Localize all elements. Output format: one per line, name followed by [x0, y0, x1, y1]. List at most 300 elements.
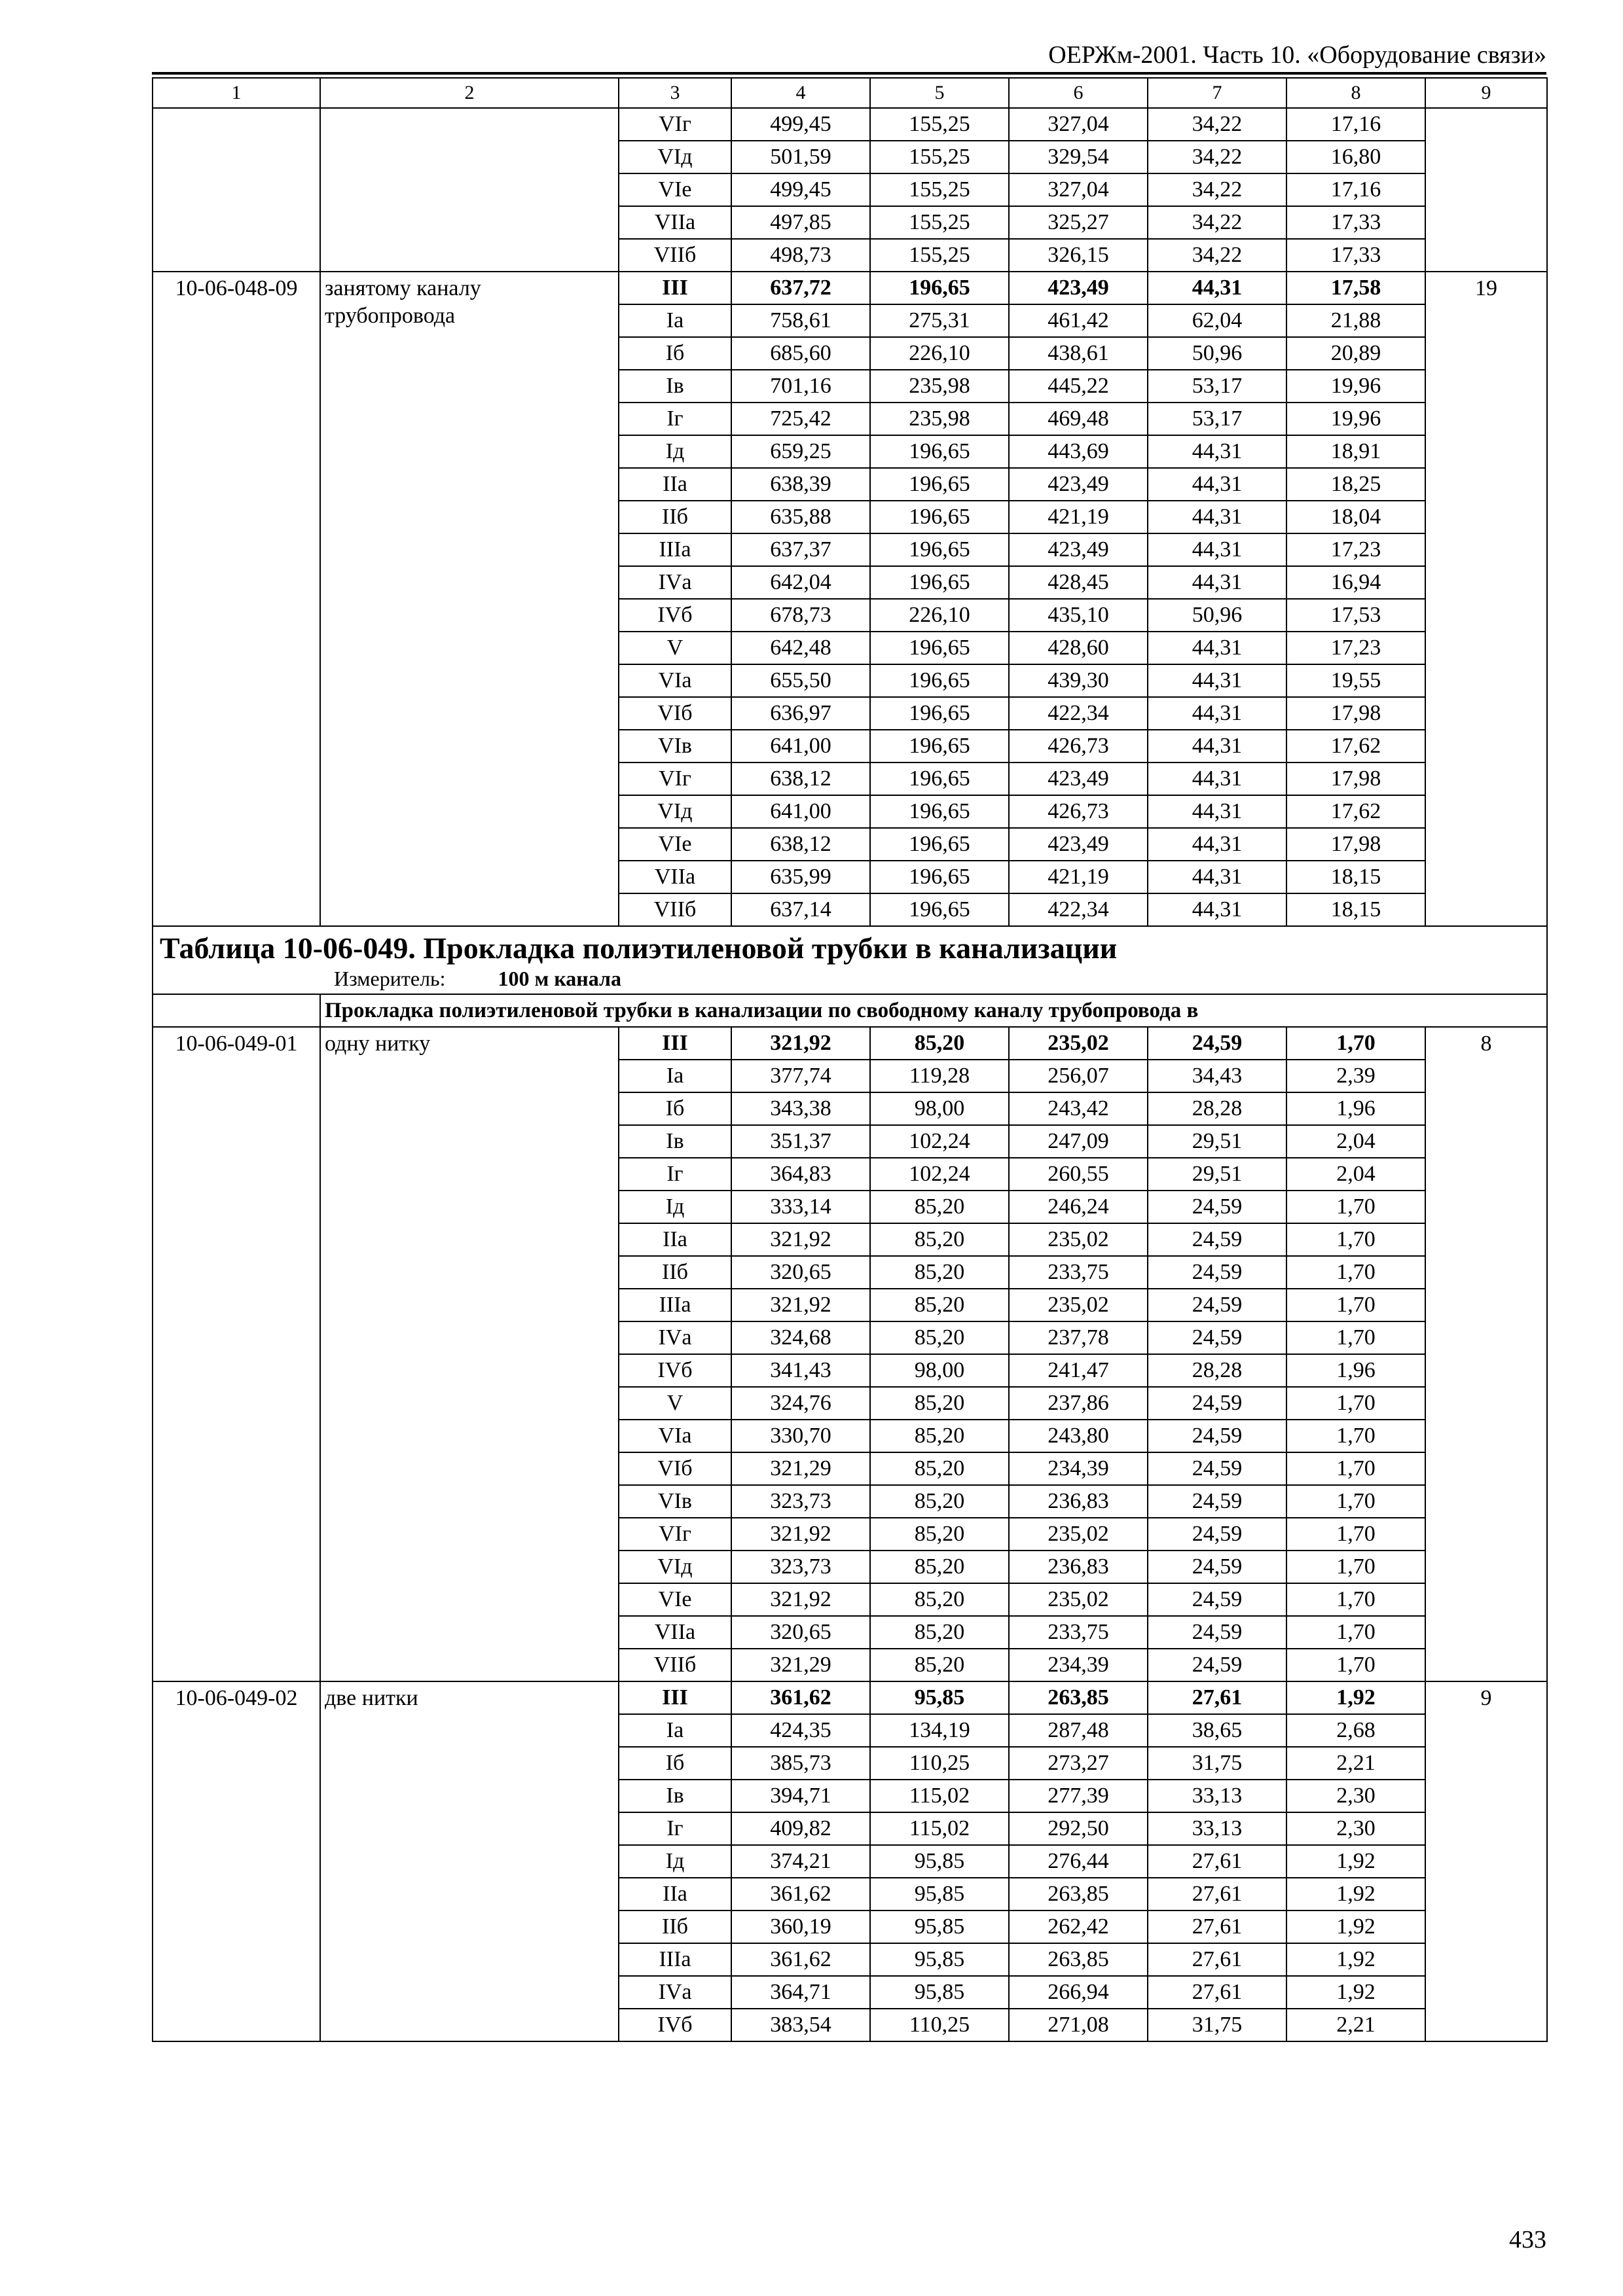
value-cell: 33,13 [1148, 1780, 1286, 1812]
page-header-title: ОЕРЖм-2001. Часть 10. «Оборудование связи» [1048, 41, 1546, 69]
value-cell: 1,70 [1286, 1551, 1425, 1583]
value-cell: 438,61 [1009, 337, 1148, 370]
value-cell: 364,71 [731, 1976, 870, 2009]
value-cell: 341,43 [731, 1354, 870, 1387]
value-cell: 1,92 [1286, 1910, 1425, 1943]
value-cell: 364,83 [731, 1158, 870, 1191]
zone-cell: VIIб [619, 893, 731, 926]
zone-cell: Iг [619, 1158, 731, 1191]
value-cell: 327,04 [1009, 108, 1148, 141]
zone-cell: VIIб [619, 1649, 731, 1681]
value-cell: 24,59 [1148, 1420, 1286, 1452]
zone-cell: III [619, 1681, 731, 1714]
value-cell: 18,15 [1286, 893, 1425, 926]
value-cell: 1,70 [1286, 1289, 1425, 1321]
value-cell: 360,19 [731, 1910, 870, 1943]
value-cell: 17,16 [1286, 173, 1425, 206]
zone-cell: V [619, 1387, 731, 1420]
value-cell: 327,04 [1009, 173, 1148, 206]
value-cell: 24,59 [1148, 1027, 1286, 1060]
value-cell: 271,08 [1009, 2009, 1148, 2041]
value-cell: 235,02 [1009, 1583, 1148, 1616]
resource-count: 9 [1425, 1681, 1547, 2041]
zone-cell: IIа [619, 1878, 731, 1910]
zone-cell: V [619, 632, 731, 664]
column-number: 5 [870, 78, 1009, 108]
value-cell: 44,31 [1148, 566, 1286, 599]
column-number-row [153, 78, 1547, 108]
value-cell: 27,61 [1148, 1878, 1286, 1910]
value-cell: 235,98 [870, 370, 1009, 403]
value-cell: 24,59 [1148, 1191, 1286, 1223]
value-cell: 1,70 [1286, 1452, 1425, 1485]
value-cell: 638,12 [731, 762, 870, 795]
value-cell: 235,02 [1009, 1289, 1148, 1321]
value-cell: 423,49 [1009, 272, 1148, 304]
value-cell: 155,25 [870, 173, 1009, 206]
value-cell: 235,02 [1009, 1518, 1148, 1551]
zone-cell: IVа [619, 1321, 731, 1354]
value-cell: 27,61 [1148, 1681, 1286, 1714]
value-cell: 326,15 [1009, 239, 1148, 272]
zone-cell: Iд [619, 1191, 731, 1223]
value-cell: 33,13 [1148, 1812, 1286, 1845]
value-cell: 235,02 [1009, 1027, 1148, 1060]
value-cell: 102,24 [870, 1158, 1009, 1191]
value-cell: 247,09 [1009, 1125, 1148, 1158]
value-cell: 1,70 [1286, 1191, 1425, 1223]
value-cell: 361,62 [731, 1681, 870, 1714]
value-cell: 321,29 [731, 1649, 870, 1681]
zone-cell: IIб [619, 1910, 731, 1943]
value-cell: 701,16 [731, 370, 870, 403]
value-cell: 24,59 [1148, 1452, 1286, 1485]
value-cell: 351,37 [731, 1125, 870, 1158]
value-cell: 53,17 [1148, 370, 1286, 403]
value-cell: 98,00 [870, 1092, 1009, 1125]
value-cell: 17,33 [1286, 239, 1425, 272]
value-cell: 638,39 [731, 468, 870, 501]
value-cell: 18,04 [1286, 501, 1425, 533]
value-cell: 44,31 [1148, 697, 1286, 730]
zone-cell: Iв [619, 370, 731, 403]
value-cell: 262,42 [1009, 1910, 1148, 1943]
value-cell: 439,30 [1009, 664, 1148, 697]
value-cell: 2,21 [1286, 2009, 1425, 2041]
value-cell: 44,31 [1148, 861, 1286, 893]
zone-cell: III [619, 272, 731, 304]
value-cell: 237,86 [1009, 1387, 1148, 1420]
value-cell: 85,20 [870, 1191, 1009, 1223]
zone-cell: IIб [619, 1256, 731, 1289]
value-cell: 1,70 [1286, 1616, 1425, 1649]
column-number: 4 [731, 78, 870, 108]
value-cell: 18,25 [1286, 468, 1425, 501]
zone-cell: IVб [619, 599, 731, 632]
value-cell: 34,22 [1148, 108, 1286, 141]
zone-cell: Iд [619, 1845, 731, 1878]
column-number: 2 [320, 78, 619, 108]
value-cell: 263,85 [1009, 1681, 1148, 1714]
value-cell: 234,39 [1009, 1452, 1148, 1485]
value-cell: 428,60 [1009, 632, 1148, 664]
zone-cell: VIIа [619, 861, 731, 893]
value-cell: 383,54 [731, 2009, 870, 2041]
value-cell: 1,70 [1286, 1583, 1425, 1616]
value-cell: 422,34 [1009, 893, 1148, 926]
resource-count [1425, 108, 1547, 272]
value-cell: 320,65 [731, 1256, 870, 1289]
measure-value: 100 м канала [498, 967, 621, 990]
value-cell: 241,47 [1009, 1354, 1148, 1387]
page-header [152, 39, 1546, 75]
zone-cell: Iв [619, 1125, 731, 1158]
value-cell: 95,85 [870, 1681, 1009, 1714]
value-cell: 292,50 [1009, 1812, 1148, 1845]
value-cell: 24,59 [1148, 1551, 1286, 1583]
value-cell: 95,85 [870, 1878, 1009, 1910]
value-cell: 325,27 [1009, 206, 1148, 239]
zone-cell: IVб [619, 2009, 731, 2041]
value-cell: 85,20 [870, 1027, 1009, 1060]
value-cell: 44,31 [1148, 272, 1286, 304]
value-cell: 226,10 [870, 599, 1009, 632]
value-cell: 196,65 [870, 664, 1009, 697]
zone-cell: Iб [619, 1092, 731, 1125]
column-number: 8 [1286, 78, 1425, 108]
rate-description: две нитки [320, 1681, 619, 2041]
value-cell: 421,19 [1009, 861, 1148, 893]
value-cell: 243,80 [1009, 1420, 1148, 1452]
value-cell: 236,83 [1009, 1551, 1148, 1583]
zone-cell: VIг [619, 762, 731, 795]
value-cell: 277,39 [1009, 1780, 1148, 1812]
value-cell: 196,65 [870, 632, 1009, 664]
value-cell: 1,70 [1286, 1256, 1425, 1289]
value-cell: 196,65 [870, 435, 1009, 468]
value-cell: 50,96 [1148, 599, 1286, 632]
value-cell: 236,83 [1009, 1485, 1148, 1518]
value-cell: 333,14 [731, 1191, 870, 1223]
value-cell: 85,20 [870, 1649, 1009, 1681]
value-cell: 155,25 [870, 141, 1009, 173]
value-cell: 44,31 [1148, 730, 1286, 762]
value-cell: 685,60 [731, 337, 870, 370]
zone-cell: VIг [619, 108, 731, 141]
section-row [153, 994, 1547, 1027]
value-cell: 637,14 [731, 893, 870, 926]
value-cell: 638,12 [731, 828, 870, 861]
value-cell: 426,73 [1009, 730, 1148, 762]
value-cell: 85,20 [870, 1583, 1009, 1616]
rate-description: одну нитку [320, 1027, 619, 1681]
value-cell: 501,59 [731, 141, 870, 173]
value-cell: 85,20 [870, 1289, 1009, 1321]
zone-cell: IVа [619, 1976, 731, 2009]
value-cell: 85,20 [870, 1616, 1009, 1649]
rate-description: занятому каналу трубопровода [320, 272, 619, 926]
zone-cell: VIб [619, 697, 731, 730]
value-cell: 20,89 [1286, 337, 1425, 370]
rate-code: 10-06-049-01 [153, 1027, 320, 1681]
zone-cell: IVа [619, 566, 731, 599]
value-cell: 324,68 [731, 1321, 870, 1354]
value-cell: 44,31 [1148, 468, 1286, 501]
value-cell: 1,70 [1286, 1518, 1425, 1551]
zone-cell: Iг [619, 403, 731, 435]
value-cell: 275,31 [870, 304, 1009, 337]
value-cell: 29,51 [1148, 1158, 1286, 1191]
value-cell: 95,85 [870, 1845, 1009, 1878]
value-cell: 24,59 [1148, 1616, 1286, 1649]
value-cell: 196,65 [870, 501, 1009, 533]
value-cell: 445,22 [1009, 370, 1148, 403]
value-cell: 2,04 [1286, 1158, 1425, 1191]
value-cell: 498,73 [731, 239, 870, 272]
value-cell: 24,59 [1148, 1223, 1286, 1256]
value-cell: 636,97 [731, 697, 870, 730]
value-cell: 2,68 [1286, 1714, 1425, 1747]
value-cell: 1,70 [1286, 1321, 1425, 1354]
value-cell: 196,65 [870, 828, 1009, 861]
resource-count: 19 [1425, 272, 1547, 926]
value-cell: 499,45 [731, 173, 870, 206]
value-cell: 53,17 [1148, 403, 1286, 435]
zone-cell: VIа [619, 664, 731, 697]
zone-cell: IIIа [619, 533, 731, 566]
table-row [153, 108, 1547, 141]
value-cell: 260,55 [1009, 1158, 1148, 1191]
value-cell: 196,65 [870, 272, 1009, 304]
value-cell: 44,31 [1148, 828, 1286, 861]
zone-cell: Iа [619, 304, 731, 337]
value-cell: 343,38 [731, 1092, 870, 1125]
zone-cell: VIа [619, 1420, 731, 1452]
value-cell: 374,21 [731, 1845, 870, 1878]
value-cell: 1,92 [1286, 1943, 1425, 1976]
value-cell: 234,39 [1009, 1649, 1148, 1681]
value-cell: 95,85 [870, 1943, 1009, 1976]
value-cell: 155,25 [870, 108, 1009, 141]
value-cell: 34,22 [1148, 206, 1286, 239]
zone-cell: Iв [619, 1780, 731, 1812]
value-cell: 17,98 [1286, 828, 1425, 861]
value-cell: 155,25 [870, 206, 1009, 239]
value-cell: 1,70 [1286, 1649, 1425, 1681]
value-cell: 27,61 [1148, 1910, 1286, 1943]
value-cell: 758,61 [731, 304, 870, 337]
value-cell: 196,65 [870, 533, 1009, 566]
value-cell: 27,61 [1148, 1943, 1286, 1976]
resource-count: 8 [1425, 1027, 1547, 1681]
value-cell: 499,45 [731, 108, 870, 141]
table-row [153, 272, 1547, 304]
value-cell: 246,24 [1009, 1191, 1148, 1223]
rate-code [153, 108, 320, 272]
value-cell: 21,88 [1286, 304, 1425, 337]
value-cell: 321,92 [731, 1223, 870, 1256]
value-cell: 659,25 [731, 435, 870, 468]
value-cell: 134,19 [870, 1714, 1009, 1747]
value-cell: 330,70 [731, 1420, 870, 1452]
value-cell: 1,70 [1286, 1027, 1425, 1060]
column-number: 7 [1148, 78, 1286, 108]
value-cell: 18,91 [1286, 435, 1425, 468]
value-cell: 85,20 [870, 1256, 1009, 1289]
rate-code: 10-06-048-09 [153, 272, 320, 926]
value-cell: 655,50 [731, 664, 870, 697]
value-cell: 635,88 [731, 501, 870, 533]
value-cell: 85,20 [870, 1452, 1009, 1485]
value-cell: 29,51 [1148, 1125, 1286, 1158]
zone-cell: VIв [619, 730, 731, 762]
value-cell: 34,22 [1148, 239, 1286, 272]
value-cell: 641,00 [731, 795, 870, 828]
value-cell: 44,31 [1148, 893, 1286, 926]
value-cell: 85,20 [870, 1485, 1009, 1518]
value-cell: 17,23 [1286, 533, 1425, 566]
value-cell: 385,73 [731, 1747, 870, 1780]
value-cell: 98,00 [870, 1354, 1009, 1387]
value-cell: 235,02 [1009, 1223, 1148, 1256]
value-cell: 423,49 [1009, 533, 1148, 566]
measure-line [160, 967, 1540, 991]
value-cell: 95,85 [870, 1910, 1009, 1943]
zone-cell: VIб [619, 1452, 731, 1485]
value-cell: 44,31 [1148, 632, 1286, 664]
value-cell: 44,31 [1148, 501, 1286, 533]
value-cell: 1,92 [1286, 1681, 1425, 1714]
zone-cell: VIг [619, 1518, 731, 1551]
value-cell: 235,98 [870, 403, 1009, 435]
value-cell: 243,42 [1009, 1092, 1148, 1125]
zone-cell: VIд [619, 795, 731, 828]
section-spacer [153, 994, 320, 1027]
value-cell: 276,44 [1009, 1845, 1148, 1878]
value-cell: 637,72 [731, 272, 870, 304]
zone-cell: IIа [619, 468, 731, 501]
value-cell: 422,34 [1009, 697, 1148, 730]
value-cell: 424,35 [731, 1714, 870, 1747]
zone-cell: Iд [619, 435, 731, 468]
value-cell: 423,49 [1009, 828, 1148, 861]
value-cell: 44,31 [1148, 435, 1286, 468]
value-cell: 2,39 [1286, 1060, 1425, 1092]
value-cell: 27,61 [1148, 1845, 1286, 1878]
value-cell: 320,65 [731, 1616, 870, 1649]
value-cell: 423,49 [1009, 762, 1148, 795]
value-cell: 1,96 [1286, 1354, 1425, 1387]
value-cell: 725,42 [731, 403, 870, 435]
zone-cell: VIIа [619, 206, 731, 239]
value-cell: 196,65 [870, 566, 1009, 599]
value-cell: 1,70 [1286, 1223, 1425, 1256]
value-cell: 17,98 [1286, 762, 1425, 795]
value-cell: 321,92 [731, 1583, 870, 1616]
zone-cell: VIe [619, 1583, 731, 1616]
value-cell: 678,73 [731, 599, 870, 632]
column-number: 1 [153, 78, 320, 108]
value-cell: 1,92 [1286, 1878, 1425, 1910]
value-cell: 17,33 [1286, 206, 1425, 239]
zone-cell: IIа [619, 1223, 731, 1256]
value-cell: 642,48 [731, 632, 870, 664]
value-cell: 38,65 [1148, 1714, 1286, 1747]
value-cell: 19,96 [1286, 403, 1425, 435]
value-cell: 426,73 [1009, 795, 1148, 828]
value-cell: 24,59 [1148, 1485, 1286, 1518]
value-cell: 110,25 [870, 1747, 1009, 1780]
value-cell: 323,73 [731, 1485, 870, 1518]
value-cell: 19,96 [1286, 370, 1425, 403]
value-cell: 237,78 [1009, 1321, 1148, 1354]
value-cell: 263,85 [1009, 1943, 1148, 1976]
value-cell: 423,49 [1009, 468, 1148, 501]
value-cell: 28,28 [1148, 1092, 1286, 1125]
table-row [153, 1681, 1547, 1714]
value-cell: 24,59 [1148, 1518, 1286, 1551]
value-cell: 24,59 [1148, 1649, 1286, 1681]
zone-cell: IVб [619, 1354, 731, 1387]
value-cell: 196,65 [870, 697, 1009, 730]
price-table [152, 77, 1548, 2042]
value-cell: 17,62 [1286, 730, 1425, 762]
value-cell: 18,15 [1286, 861, 1425, 893]
value-cell: 1,70 [1286, 1485, 1425, 1518]
zone-cell: IIIа [619, 1943, 731, 1976]
zone-cell: IIб [619, 501, 731, 533]
value-cell: 24,59 [1148, 1583, 1286, 1616]
value-cell: 196,65 [870, 468, 1009, 501]
value-cell: 421,19 [1009, 501, 1148, 533]
value-cell: 24,59 [1148, 1289, 1286, 1321]
column-number: 9 [1425, 78, 1547, 108]
value-cell: 2,30 [1286, 1812, 1425, 1845]
value-cell: 196,65 [870, 795, 1009, 828]
value-cell: 641,00 [731, 730, 870, 762]
zone-cell: VIe [619, 828, 731, 861]
value-cell: 287,48 [1009, 1714, 1148, 1747]
value-cell: 17,58 [1286, 272, 1425, 304]
zone-cell: VIIа [619, 1616, 731, 1649]
value-cell: 497,85 [731, 206, 870, 239]
zone-cell: Iб [619, 337, 731, 370]
value-cell: 196,65 [870, 893, 1009, 926]
value-cell: 44,31 [1148, 795, 1286, 828]
value-cell: 85,20 [870, 1518, 1009, 1551]
value-cell: 1,92 [1286, 1976, 1425, 2009]
column-number: 3 [619, 78, 731, 108]
zone-cell: Iб [619, 1747, 731, 1780]
page-number: 433 [1509, 2226, 1546, 2253]
value-cell: 1,96 [1286, 1092, 1425, 1125]
value-cell: 115,02 [870, 1812, 1009, 1845]
value-cell: 435,10 [1009, 599, 1148, 632]
value-cell: 31,75 [1148, 1747, 1286, 1780]
value-cell: 324,76 [731, 1387, 870, 1420]
value-cell: 443,69 [1009, 435, 1148, 468]
value-cell: 321,92 [731, 1518, 870, 1551]
value-cell: 321,92 [731, 1027, 870, 1060]
table-title-cell [153, 926, 1547, 994]
value-cell: 226,10 [870, 337, 1009, 370]
table-title-row [153, 926, 1547, 994]
value-cell: 409,82 [731, 1812, 870, 1845]
zone-cell: III [619, 1027, 731, 1060]
table-body [153, 78, 1547, 2041]
value-cell: 17,62 [1286, 795, 1425, 828]
value-cell: 85,20 [870, 1420, 1009, 1452]
